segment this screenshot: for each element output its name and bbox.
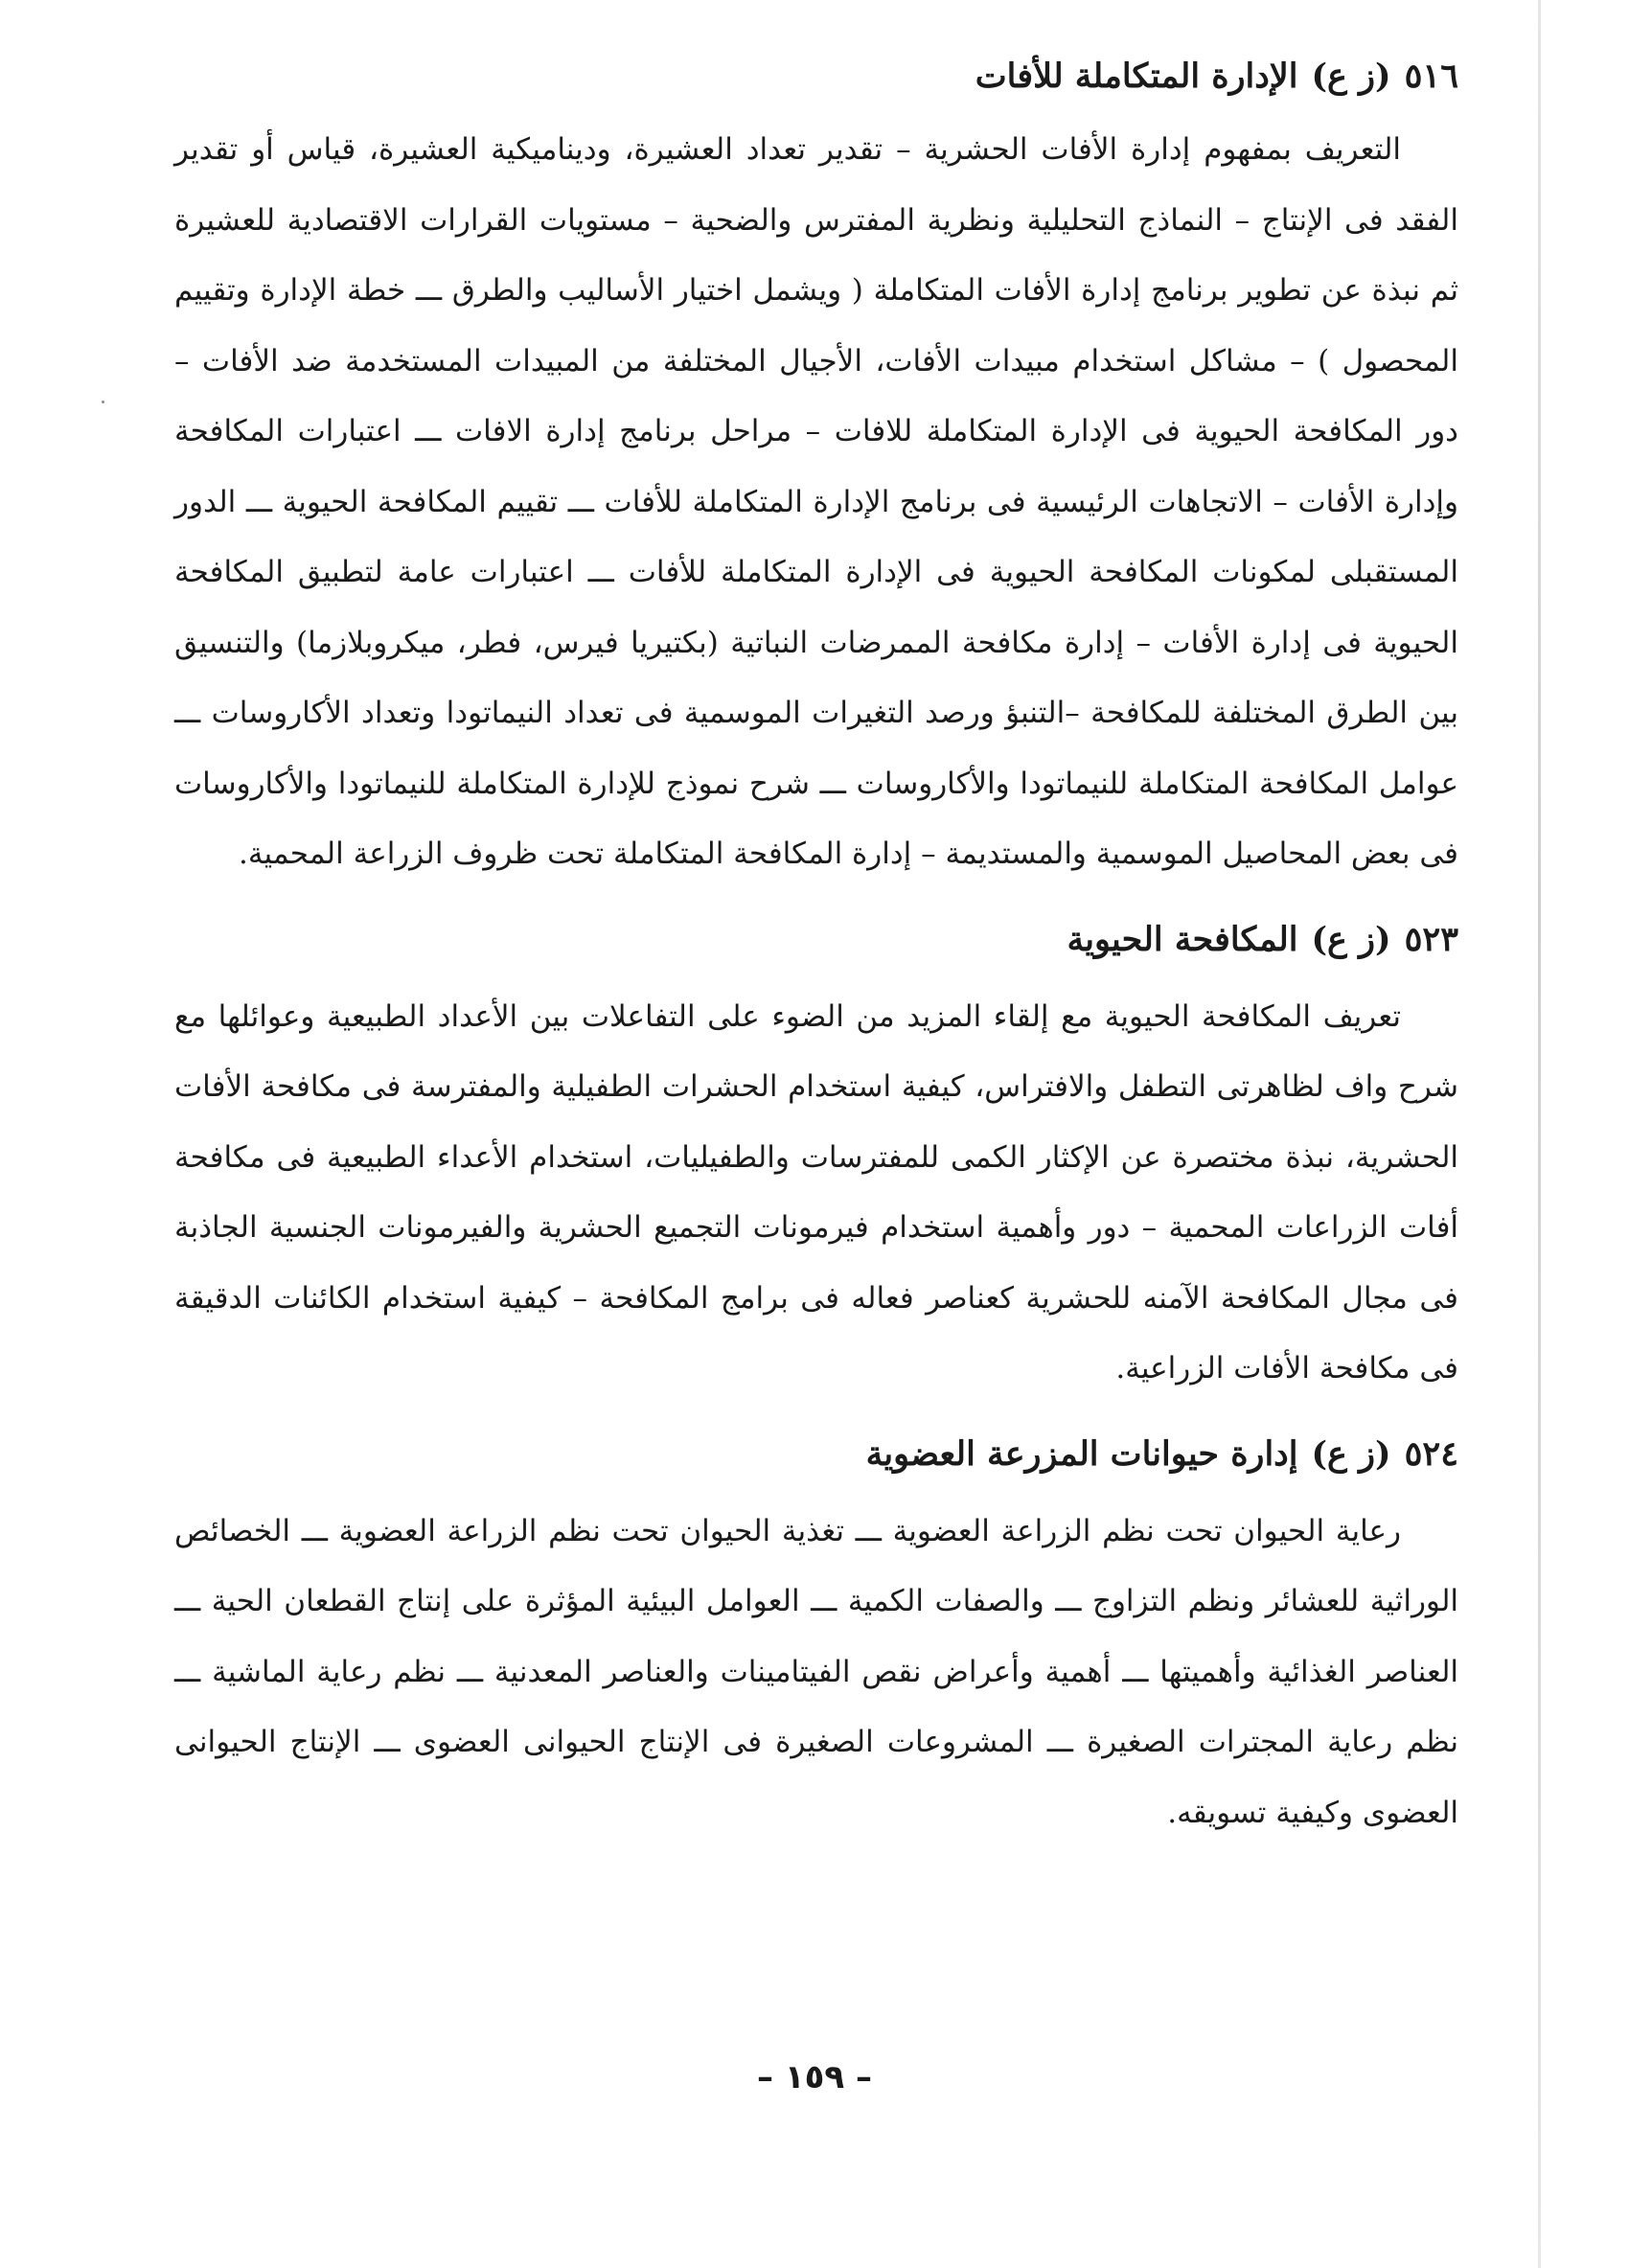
scan-edge-shadow xyxy=(1538,0,1541,2268)
course-heading xyxy=(174,1412,1458,1497)
course-description: رعاية الحيوان تحت نظم الزراعة العضوية ـــ تغذية الحيوان تحت نظم الزراعة العضوية ـــ الخصائص الوراثية للعشائر ونظم التزاوج ـــ والصفات الكمية ـــ العوامل البيئية المؤثرة على إنتاج القطعان الحية ـــ العناصر الغذائية وأهميتها ـــ أهمية وأعراض نقص الفيتامينات والعناصر المعدنية ـــ نظم رعاية الماشية ـــ نظم رعاية المجترات الصغيرة ـــ المشروعات الصغيرة فى الإنتاج الحيوانى العضوى ـــ الإنتاج الحيوانى العضوى وكيفية تسويقه. xyxy=(174,1513,1459,1830)
course-title: الإدارة المتكاملة للأفات xyxy=(975,57,1298,96)
course-credit: (ز ع) xyxy=(1311,1433,1391,1474)
course-code: ٥٢٤ xyxy=(1404,1433,1458,1474)
course-code: ٥٢٣ xyxy=(1404,919,1458,959)
course-title: إدارة حيوانات المزرعة العضوية xyxy=(865,1433,1298,1474)
course-524 xyxy=(174,1412,1458,1849)
course-code: ٥١٦ xyxy=(1404,57,1458,96)
course-516 xyxy=(174,38,1458,890)
page-number: – ١٥٩ – xyxy=(757,2058,872,2096)
course-credit: (ز ع) xyxy=(1311,57,1391,96)
course-title: المكافحة الحيوية xyxy=(1067,919,1298,959)
course-heading xyxy=(174,38,1458,115)
page-content xyxy=(174,38,1458,1848)
scan-speck xyxy=(102,401,104,403)
course-credit: (ز ع) xyxy=(1311,919,1391,959)
course-heading xyxy=(174,898,1458,982)
course-description: التعريف بمفهوم إدارة الأفات الحشرية – تقدير تعداد العشيرة، وديناميكية العشيرة، قياس أو تقدير الفقد فى الإنتاج – النماذج التحليلية ونظرية المفترس والضحية – مستويات القرارات الاقتصادية للعشيرة ثم نبذة عن تطوير برنامج إدارة الأفات المتكاملة ( ويشمل اختيار الأساليب والطرق ـــ خطة الإدارة وتقييم المحصول ) – مشاكل استخدام مبيدات الأفات، الأجيال المختلفة من المبيدات المستخدمة ضد الأفات – دور المكافحة الحيوية فى الإدارة المتكاملة للافات – مراحل برنامج إدارة الافات ـــ اعتبارات المكافحة وإدارة الأفات – الاتجاهات الرئيسية فى برنامج الإدارة المتكاملة للأفات ـــ تقييم المكافحة الحيوية ـــ الدور المستقبلى لمكونات المكافحة الحيوية فى الإدارة المتكاملة للأفات ـــ اعتبارات عامة لتطبيق المكافحة الحيوية فى إدارة الأفات – إدارة مكافحة الممرضات النباتية (بكتيريا فيرس، فطر، ميكروبلازما) والتنسيق بين الطرق المختلفة للمكافحة –التنبؤ ورصد التغيرات الموسمية فى تعداد النيماتودا وتعداد الأكاروسات ـــ عوامل المكافحة المتكاملة للنيماتودا والأكاروسات ـــ شرح نموذج للإدارة المتكاملة للنيماتودا والأكاروسات فى بعض المحاصيل الموسمية والمستديمة – إدارة المكافحة المتكاملة تحت ظروف الزراعة المحمية. xyxy=(174,132,1458,871)
course-description: تعريف المكافحة الحيوية مع إلقاء المزيد من الضوء على التفاعلات بين الأعداد الطبيعية وعوائلها مع شرح واف لظاهرتى التطفل والافتراس، كيفية استخدام الحشرات الطفيلية والمفترسة فى مكافحة الأفات الحشرية، نبذة مختصرة عن الإكثار الكمى للمفترسات والطفيليات، استخدام الأعداء الطبيعية فى مكافحة أفات الزراعات المحمية – دور وأهمية استخدام فيرمونات التجميع الحشرية والفيرمونات الجنسية الجاذبة فى مجال المكافحة الآمنه للحشرية كعناصر فعاله فى برامج المكافحة – كيفية استخدام الكائنات الدقيقة فى مكافحة الأفات الزراعية. xyxy=(174,998,1458,1386)
course-523 xyxy=(174,898,1458,1405)
